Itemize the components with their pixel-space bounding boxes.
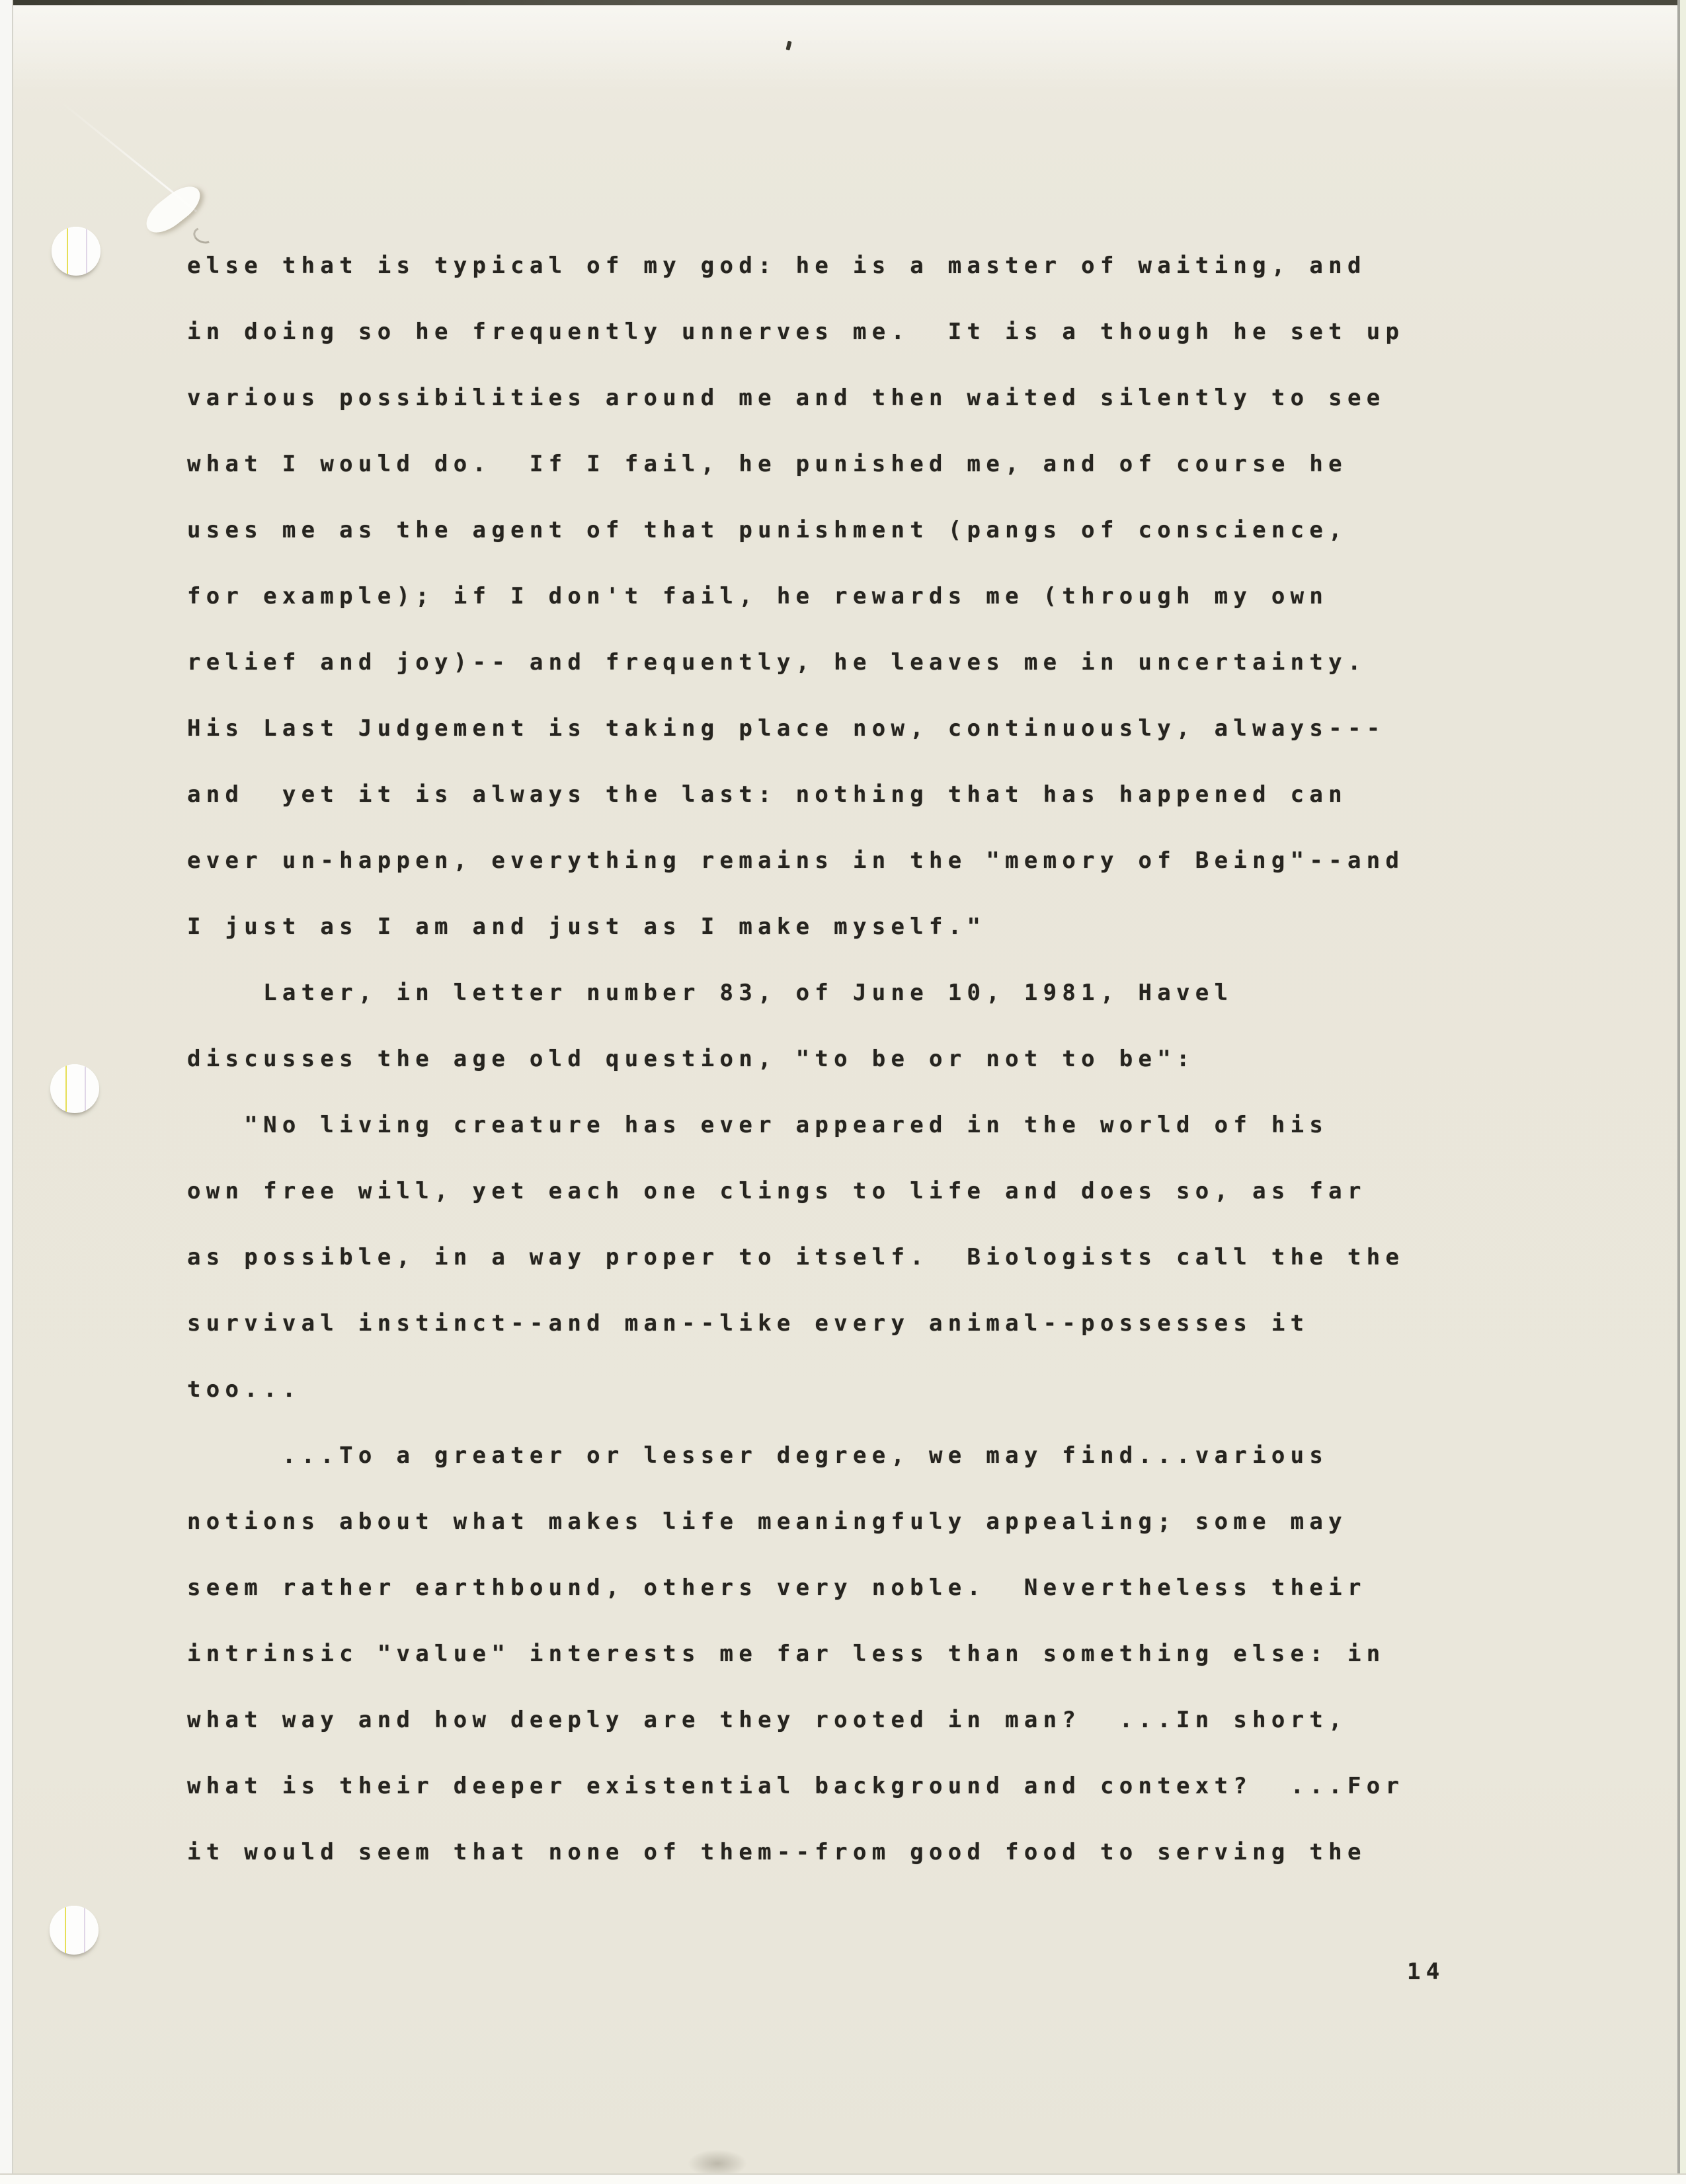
text-line: what is their deeper existential background and context? ...For [187,1773,1405,1799]
typewritten-text [187,233,1404,1885]
ruled-line-yellow [65,1064,67,1113]
text-line: own free will, yet each one clings to life and does so, as far [187,1178,1367,1204]
text-line: Later, in letter number 83, of June 10, 1981, Havel [187,980,1234,1006]
text-line: various possibilities around me and then waited silently to see [187,385,1386,411]
text-line: as possible, in a way proper to itself. Biologists call the the [187,1244,1405,1270]
ruled-line-violet [86,227,87,276]
text-line: survival instinct--and man--like every animal--possesses it [187,1310,1310,1337]
text-line: I just as I am and just as I make myself." [187,914,986,940]
text-line: in doing so he frequently unnerves me. It is a though he set up [187,319,1405,345]
text-line: seem rather earthbound, others very noble. Nevertheless their [187,1575,1367,1601]
ruled-line-yellow [67,227,68,276]
scan-edge-top [0,0,1686,5]
ruled-line-violet [84,1906,85,1955]
scan-edge-bottom [0,2173,1686,2184]
text-line: "No living creature has ever appeared in the world of his [187,1112,1329,1138]
text-line: for example); if I don't fail, he rewards me (through my own [187,583,1329,609]
punch-hole-top [52,227,100,276]
text-line: relief and joy)-- and frequently, he leaves me in uncertainty. [187,649,1367,676]
text-line: it would seem that none of them--from good food to serving the [187,1839,1367,1865]
punch-hole-middle [50,1064,99,1113]
text-line: discusses the age old question, "to be or not to be": [187,1046,1195,1072]
punch-hole-bottom [50,1906,99,1955]
ruled-line-violet [85,1064,86,1113]
scan-edge-right [1680,0,1686,2184]
text-line: what I would do. If I fail, he punished me, and of course he [187,451,1347,477]
text-line: intrinsic "value" interests me far less than something else: in [187,1641,1386,1667]
text-line: notions about what makes life meaningfuly appealing; some may [187,1508,1347,1535]
scan-light-band [0,5,1686,91]
ruled-line-yellow [65,1906,66,1955]
text-line: ever un-happen, everything remains in the "memory of Being"--and [187,847,1405,874]
text-line: ...To a greater or lesser degree, we may find...various [187,1442,1329,1469]
text-line: too... [187,1376,301,1403]
text-line: what way and how deeply are they rooted in man? ...In short, [187,1707,1347,1733]
text-line: else that is typical of my god: he is a master of waiting, and [187,253,1367,279]
page-number: 14 [1407,1959,1445,1985]
scan-edge-left [0,0,13,2184]
text-line: and yet it is always the last: nothing that has happened can [187,781,1347,808]
text-line: His Last Judgement is taking place now, continuously, always--- [187,715,1386,742]
text-line: uses me as the agent of that punishment (pangs of conscience, [187,517,1347,543]
